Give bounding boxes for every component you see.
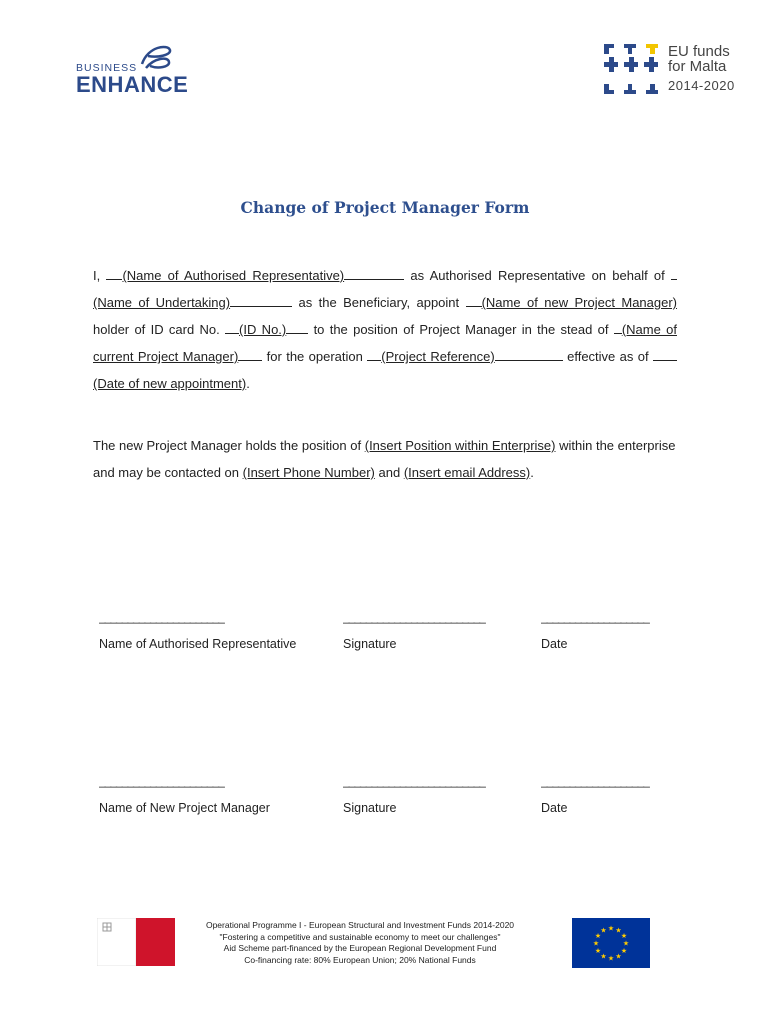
footer-funding-note bbox=[190, 920, 530, 966]
new-pm-signature-label: Signature bbox=[343, 801, 397, 815]
new-pm-signature-line[interactable]: _________________________ bbox=[343, 774, 485, 788]
eu-star-icon: ★ bbox=[592, 940, 600, 948]
authorised-representative-field[interactable]: (Name of Authorised Representative) bbox=[122, 268, 345, 283]
representative-name-line[interactable]: ______________________ bbox=[99, 610, 224, 624]
swirl-icon bbox=[138, 42, 174, 72]
business-enhance-logo bbox=[76, 42, 189, 98]
blank-line bbox=[466, 294, 482, 307]
blank-line bbox=[671, 267, 677, 280]
business-logo-main: ENHANCE bbox=[76, 72, 189, 97]
blank-line bbox=[344, 267, 404, 280]
blank-line bbox=[230, 294, 292, 307]
eu-star-icon: ★ bbox=[607, 925, 615, 933]
blank-line bbox=[106, 267, 122, 280]
eu-star-icon: ★ bbox=[620, 948, 628, 955]
blank-line bbox=[495, 348, 563, 361]
phone-field[interactable]: (Insert Phone Number) bbox=[242, 465, 375, 480]
new-project-manager-field[interactable]: (Name of new Project Manager) bbox=[481, 295, 678, 310]
representative-date-line[interactable]: ___________________ bbox=[541, 610, 649, 624]
eu-star-icon: ★ bbox=[600, 927, 607, 935]
page-title: Change of Project Manager Form bbox=[240, 198, 530, 217]
text-segment: holder of ID card No. bbox=[93, 322, 220, 337]
representative-name-label: Name of Authorised Representative bbox=[99, 637, 297, 651]
appointment-date-field[interactable]: (Date of new appointment) bbox=[93, 376, 247, 391]
new-pm-name-label: Name of New Project Manager bbox=[99, 801, 270, 815]
contact-paragraph bbox=[93, 432, 677, 486]
text-segment: I, bbox=[93, 268, 101, 283]
text-segment: . bbox=[530, 465, 534, 480]
eu-star-icon: ★ bbox=[622, 940, 630, 948]
eu-star-icon: ★ bbox=[615, 953, 622, 961]
text-segment: and bbox=[378, 465, 401, 480]
text-segment: . bbox=[246, 376, 250, 391]
new-pm-name-line[interactable]: ______________________ bbox=[99, 774, 224, 788]
eu-logo-line1: EU funds bbox=[668, 43, 730, 60]
eu-funds-grid-icon bbox=[604, 44, 660, 96]
blank-line bbox=[653, 348, 677, 361]
text-segment: The new Project Manager holds the position of bbox=[93, 438, 362, 453]
appointment-paragraph bbox=[93, 262, 677, 397]
email-field[interactable]: (Insert email Address) bbox=[403, 465, 531, 480]
eu-star-icon: ★ bbox=[607, 955, 615, 963]
eu-star-icon: ★ bbox=[594, 948, 602, 955]
blank-line bbox=[614, 321, 622, 334]
text-segment: effective as of bbox=[567, 349, 649, 364]
current-project-manager-field[interactable]: (Name of current Project Manager) bbox=[93, 322, 677, 364]
blank-line bbox=[238, 348, 262, 361]
text-segment: within the enterprise and may be contacted on bbox=[93, 438, 676, 480]
eu-star-icon: ★ bbox=[600, 953, 607, 961]
footer-line-3: Aid Scheme part-financed by the European Regional Development Fund bbox=[223, 943, 497, 953]
eu-star-icon: ★ bbox=[594, 933, 602, 940]
malta-flag-icon bbox=[97, 918, 175, 966]
footer-line-1: Operational Programme I - European Structural and Investment Funds 2014-2020 bbox=[205, 920, 515, 930]
footer-line-2: "Fostering a competitive and sustainable economy to meet our challenges" bbox=[219, 931, 501, 942]
text-segment: to the position of Project Manager in the stead of bbox=[313, 322, 609, 337]
blank-line bbox=[367, 348, 381, 361]
new-pm-date-line[interactable]: ___________________ bbox=[541, 774, 649, 788]
eu-logo-line3: 2014-2020 bbox=[668, 78, 735, 93]
text-segment: as Authorised Representative on behalf of bbox=[410, 268, 665, 283]
representative-signature-label: Signature bbox=[343, 637, 397, 651]
eu-logo-line2: for Malta bbox=[668, 58, 727, 75]
business-logo-top: BUSINESS bbox=[76, 62, 138, 74]
representative-date-label: Date bbox=[541, 637, 568, 651]
blank-line bbox=[286, 321, 308, 334]
blank-line bbox=[225, 321, 239, 334]
text-segment: for the operation bbox=[266, 349, 363, 364]
new-pm-date-label: Date bbox=[541, 801, 568, 815]
eu-star-icon: ★ bbox=[620, 933, 628, 940]
representative-signature-line[interactable]: _________________________ bbox=[343, 610, 485, 624]
undertaking-field[interactable]: (Name of Undertaking) bbox=[93, 295, 231, 310]
eu-funds-logo bbox=[604, 44, 744, 98]
id-number-field[interactable]: (ID No.) bbox=[239, 322, 287, 337]
project-reference-field[interactable]: (Project Reference) bbox=[381, 349, 495, 364]
eu-star-icon: ★ bbox=[615, 927, 622, 935]
text-segment: as the Beneficiary, appoint bbox=[298, 295, 460, 310]
footer-line-4: Co-financing rate: 80% European Union; 20% National Funds bbox=[244, 954, 476, 965]
eu-flag-icon bbox=[572, 918, 650, 968]
position-field[interactable]: (Insert Position within Enterprise) bbox=[364, 438, 556, 453]
